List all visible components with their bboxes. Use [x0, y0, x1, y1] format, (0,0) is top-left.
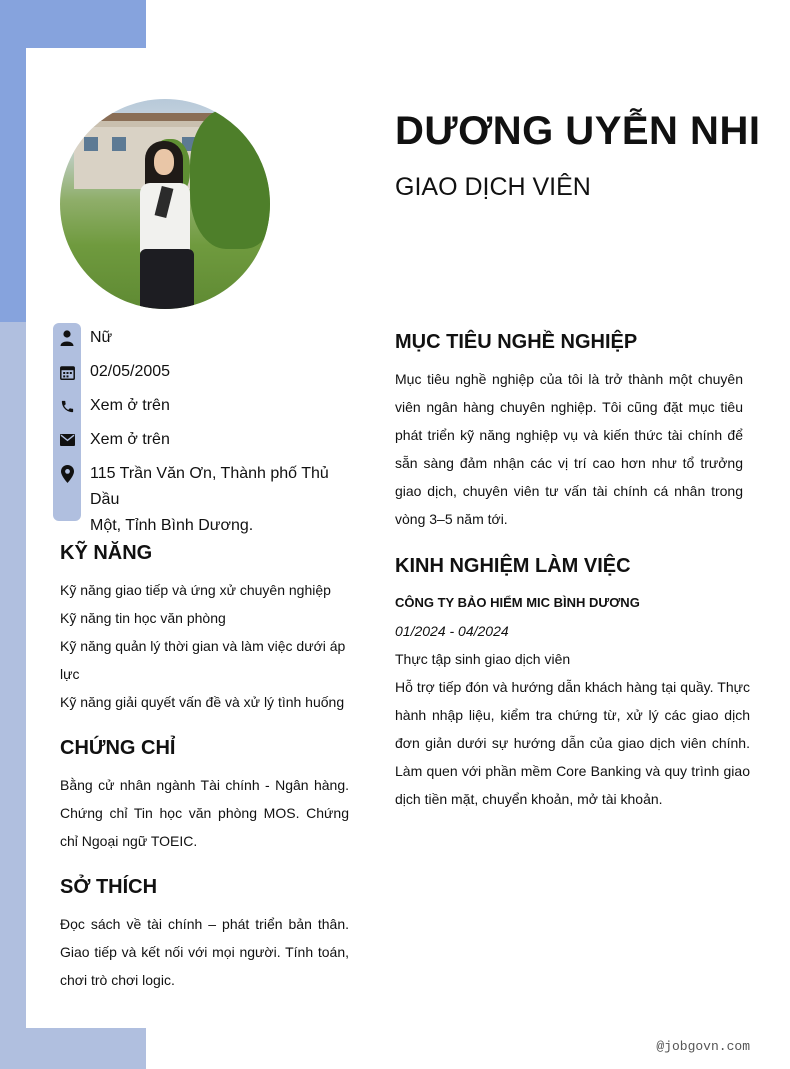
experience-description: Hỗ trợ tiếp đón và hướng dẫn khách hàng tại quầy. Thực hành nhập liệu, kiểm tra chứng từ, xử lý các giao dịch đơn giản dưới sự hướng dẫn của giao dịch viên chính. Làm quen với phần mềm Core Banking và quy trình giao dịch tiền mặt, chuyển khoản, mở tài khoản. — [395, 679, 750, 807]
profile-photo — [60, 99, 270, 309]
objective-heading: MỤC TIÊU NGHỀ NGHIỆP — [395, 331, 638, 353]
address-line-1: 115 Trần Văn Ơn, Thành phố Thủ Dầu — [90, 465, 329, 508]
hobbies-text: Đọc sách về tài chính – phát triển bản thân. Giao tiếp và kết nối với mọi người. Tính toán, chơi trò chơi logic. — [60, 916, 349, 988]
candidate-name: DƯƠNG UYỄN NHI — [395, 109, 761, 153]
address-line-2: Một, Tỉnh Bình Dương. — [90, 517, 254, 534]
contact-icon-bar — [53, 323, 81, 521]
company-name: CÔNG TY BẢO HIỂM MIC BÌNH DƯƠNG — [395, 595, 640, 610]
email-icon — [53, 430, 81, 450]
site-watermark: @jobgovn.com — [656, 1039, 750, 1054]
skills-list — [60, 576, 350, 716]
contact-gender: Nữ — [90, 329, 113, 346]
contact-email: Xem ở trên — [90, 431, 170, 448]
calendar-icon — [53, 362, 81, 382]
hobbies-heading: SỞ THÍCH — [60, 876, 158, 898]
location-pin-icon — [53, 464, 81, 484]
list-item: Kỹ năng giao tiếp và ứng xử chuyên nghiệp — [60, 582, 331, 598]
objective-text: Mục tiêu nghề nghiệp của tôi là trở thành một chuyên viên ngân hàng chuyên nghiệp. Tôi cũng đặt mục tiêu phát triển kỹ năng nghiệp vụ và kiến thức tài chính để sẵn sàng đảm nhận các vị trí cao hơn như tổ trưởng giao dịch, chuyên viên tư vấn tài chính cá nhân trong vòng 3–5 năm tới. — [395, 371, 743, 527]
work-period: 01/2024 - 04/2024 — [395, 623, 509, 639]
certificates-heading: CHỨNG CHỈ — [60, 737, 176, 759]
contact-address — [90, 461, 360, 539]
list-item: Kỹ năng giải quyết vấn đề và xử lý tình huống — [60, 694, 345, 710]
job-title: GIAO DỊCH VIÊN — [395, 173, 591, 201]
person-icon — [53, 328, 81, 348]
contact-phone: Xem ở trên — [90, 397, 170, 414]
certificates-text: Bằng cử nhân ngành Tài chính - Ngân hàng. Chứng chỉ Tin học văn phòng MOS. Chứng chỉ Ngoại ngữ TOEIC. — [60, 777, 349, 849]
skills-heading: KỸ NĂNG — [60, 542, 153, 564]
contact-dob: 02/05/2005 — [90, 363, 171, 380]
experience-heading: KINH NGHIỆM LÀM VIỆC — [395, 555, 631, 577]
phone-icon — [53, 396, 81, 416]
list-item: Kỹ năng quản lý thời gian và làm việc dưới áp lực — [60, 638, 346, 682]
list-item: Kỹ năng tin học văn phòng — [60, 610, 226, 626]
job-role: Thực tập sinh giao dịch viên — [395, 651, 571, 667]
